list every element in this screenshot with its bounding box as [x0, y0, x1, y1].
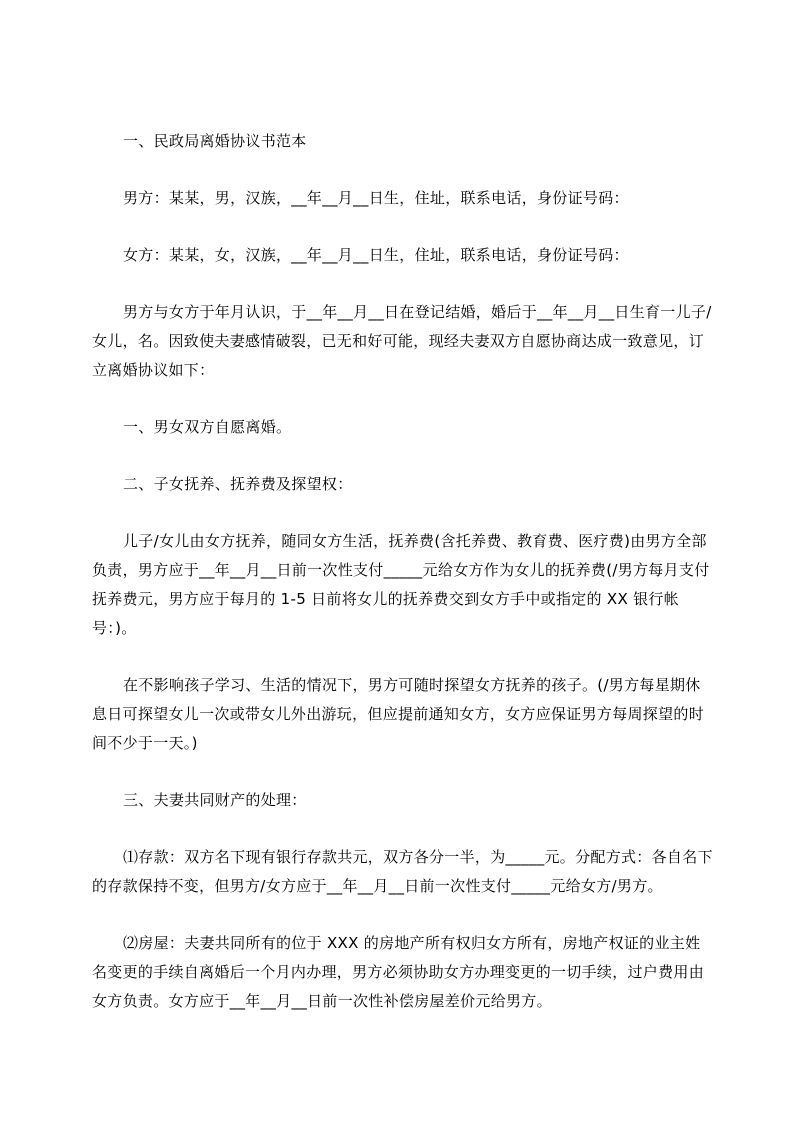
document-body	[92, 127, 714, 1016]
clause-3-heading: 三、夫妻共同财产的处理：	[123, 791, 307, 809]
clause-3-house: ⑵房屋：夫妻共同所有的位于 XXX 的房地产所有权归女方所有，房地产权证的业主姓名变更的手续自离婚后一个月内办理，男方必须协助女方办理变更的一切手续，过户费用由女方负责。女方应于__年__月__日前一次性补偿房屋差价元给男方。	[92, 934, 705, 1010]
clause-2-heading: 二、子女抚养、抚养费及探望权：	[123, 475, 353, 493]
document-title: 一、民政局离婚协议书范本	[123, 132, 307, 150]
clause-3-deposits: ⑴存款：双方名下现有银行存款共元，双方各分一半，为_____元。分配方式：各自名下的存款保持不变，但男方/女方应于__年__月__日前一次性支付_____元给女方/男方。	[92, 848, 713, 895]
paragraph-background: 男方与女方于年月认识，于__年__月__日在登记结婚，婚后于__年__月__日生育一儿子/女儿，名。因致使夫妻感情破裂，已无和好可能，现经夫妻双方自愿协商达成一致意见，订立离婚协议如下：	[92, 303, 712, 379]
paragraph-female-party: 女方：某某，女，汉族，__年__月__日生，住址，联系电话，身份证号码：	[123, 246, 629, 264]
paragraph-male-party: 男方：某某，男，汉族，__年__月__日生，住址，联系电话，身份证号码：	[123, 189, 629, 207]
clause-1-divorce: 一、男女双方自愿离婚。	[123, 418, 292, 436]
clause-2-visitation: 在不影响孩子学习、生活的情况下，男方可随时探望女方抚养的孩子。(/男方每星期休息日可探望女儿一次或带女儿外出游玩，但应提前通知女方，女方应保证男方每周探望的时间不少于一天。)	[92, 676, 705, 752]
clause-2-custody: 儿子/女儿由女方抚养，随同女方生活，抚养费(含托养费、教育费、医疗费)由男方全部负责，男方应于__年__月__日前一次性支付_____元给女方作为女儿的抚养费(/男方每月支付抚养费元，男方应于每月的 1-5 日前将女儿的抚养费交到女方手中或指定的 XX 银行帐号：)。	[92, 532, 710, 637]
